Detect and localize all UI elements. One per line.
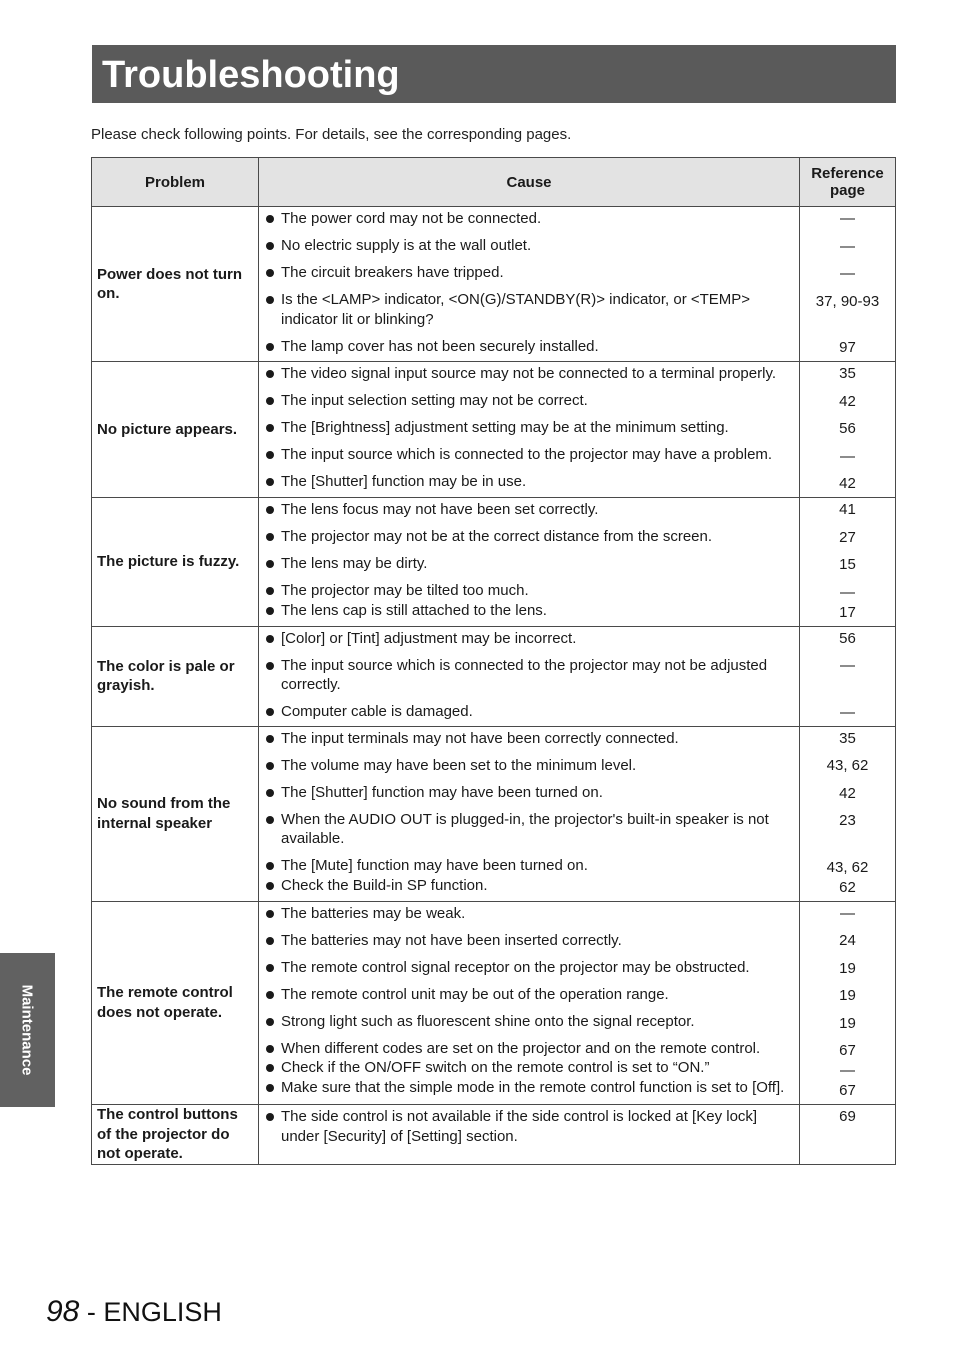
cause-item [259, 209, 799, 229]
cause-text: The lamp cover has not been securely installed. [281, 337, 599, 355]
bullet-icon [266, 735, 274, 743]
cause-item [259, 1058, 799, 1078]
reference-page: 62 [839, 878, 856, 896]
bullet-icon [266, 397, 274, 405]
row-spacer [800, 951, 895, 959]
table-row [92, 1105, 896, 1165]
cause-item [259, 445, 799, 465]
reference-page: 15 [839, 556, 856, 573]
reference-page: — [840, 265, 855, 282]
row-spacer [259, 520, 799, 528]
reference-page: 67 [839, 1082, 856, 1099]
cause-cell [259, 207, 800, 362]
cause-item [259, 958, 799, 978]
cause-text: The projector may be tilted too much. [281, 582, 529, 599]
title-bar [92, 45, 896, 103]
reference-page: — [840, 904, 855, 922]
bullet-icon [266, 215, 274, 223]
row-spacer [259, 648, 799, 656]
problem-cell: The control buttons of the projector do not operate. [92, 1105, 259, 1165]
table-row [92, 362, 896, 498]
table-header-row [92, 158, 896, 207]
cause-text: The input source which is connected to the projector may have a problem. [281, 446, 773, 463]
row-spacer [259, 748, 799, 756]
bullet-icon [266, 451, 274, 459]
cause-cell [259, 626, 800, 726]
bullet-icon [266, 242, 274, 250]
table-row [92, 626, 896, 726]
bullet-icon [266, 662, 274, 670]
reference-page: 69 [839, 1108, 856, 1125]
reference-page: 41 [839, 501, 856, 518]
cause-text: Computer cable is damaged. [281, 703, 473, 720]
footer-separator: - [79, 1297, 104, 1327]
cause-item [259, 1078, 799, 1098]
reference-page: 42 [839, 392, 856, 410]
reference-page: — [840, 583, 855, 601]
row-spacer [800, 575, 895, 583]
row-spacer [800, 331, 895, 339]
bullet-icon [266, 1064, 274, 1072]
cause-item [259, 290, 799, 329]
cause-cell [259, 362, 800, 498]
row-spacer [259, 950, 799, 958]
row-spacer [800, 1034, 895, 1042]
row-spacer [800, 1006, 895, 1014]
row-spacer [800, 284, 895, 292]
cause-item [259, 1012, 799, 1032]
reference-cell [800, 726, 896, 901]
reference-page: 43, 62 [826, 757, 869, 774]
problem-cell: The color is pale or grayish. [92, 626, 259, 726]
cause-item [259, 904, 799, 924]
page-title: Troubleshooting [102, 54, 400, 96]
reference-page: 42 [839, 475, 856, 492]
reference-page: 17 [839, 603, 856, 621]
bullet-icon [266, 635, 274, 643]
cause-text: Strong light such as fluorescent shine onto the signal receptor. [281, 1012, 695, 1030]
row-spacer [259, 1004, 799, 1012]
row-spacer [259, 1031, 799, 1039]
cause-text: When the AUDIO OUT is plugged-in, the projector's built-in speaker is not available. [281, 810, 769, 847]
reference-page: 19 [839, 1014, 856, 1032]
cause-text: No electric supply is at the wall outlet. [281, 237, 532, 254]
row-spacer [259, 775, 799, 783]
reference-cell [800, 626, 896, 726]
cause-item [259, 581, 799, 601]
reference-cell [800, 901, 896, 1105]
reference-page: 35 [839, 729, 856, 747]
row-spacer [259, 923, 799, 931]
reference-page: 43, 62 [826, 858, 869, 876]
cause-text: The side control is not available if the side control is locked at [Key lock] under [Security] of [Setting] section. [281, 1108, 758, 1145]
side-tab-label: Maintenance [18, 984, 36, 1076]
row-spacer [800, 804, 895, 812]
cause-text: Check if the ON/OFF switch on the remote control is set to “ON.” [281, 1059, 710, 1076]
cause-text: The batteries may not have been inserted correctly. [281, 931, 622, 949]
row-spacer [259, 465, 799, 473]
bullet-icon [266, 910, 274, 918]
bullet-icon [266, 269, 274, 277]
reference-page: 19 [839, 987, 856, 1004]
row-spacer [800, 467, 895, 475]
side-tab-maintenance [0, 953, 55, 1107]
bullet-icon [266, 1084, 274, 1092]
row-spacer [800, 257, 895, 265]
bullet-icon [266, 587, 274, 595]
cause-item [259, 629, 799, 649]
bullet-icon [266, 607, 274, 615]
row-spacer [259, 411, 799, 419]
bullet-icon [266, 424, 274, 432]
row-spacer [800, 548, 895, 556]
cause-cell [259, 901, 800, 1105]
cause-item [259, 527, 799, 547]
cause-cell [259, 498, 800, 627]
reference-cell [800, 362, 896, 498]
row-spacer [259, 802, 799, 810]
reference-page: — [840, 447, 855, 465]
row-spacer [800, 412, 895, 420]
bullet-icon [266, 1113, 274, 1121]
problem-cell: No sound from the internal speaker [92, 726, 259, 901]
cause-text: The [Shutter] function may be in use. [281, 473, 527, 490]
cause-item [259, 337, 799, 357]
row-spacer [259, 229, 799, 237]
bullet-icon [266, 882, 274, 890]
cause-text: The input source which is connected to the projector may not be adjusted correctly. [281, 656, 768, 693]
reference-cell [800, 207, 896, 362]
bullet-icon [266, 478, 274, 486]
cause-text: The projector may not be at the correct distance from the screen. [281, 528, 713, 545]
cause-item [259, 554, 799, 574]
cause-cell [259, 726, 800, 901]
bullet-icon [266, 937, 274, 945]
reference-cell [800, 1105, 896, 1165]
row-spacer [259, 329, 799, 337]
row-spacer [259, 283, 799, 291]
troubleshooting-table [91, 157, 896, 1165]
reference-page: — [840, 210, 855, 227]
bullet-icon [266, 762, 274, 770]
cause-item [259, 856, 799, 876]
reference-page: 56 [839, 629, 856, 647]
cause-text: The lens may be dirty. [281, 555, 428, 572]
reference-page: 56 [839, 420, 856, 437]
bullet-icon [266, 991, 274, 999]
cause-item [259, 702, 799, 722]
cause-text: The remote control signal receptor on the projector may be obstructed. [281, 958, 750, 976]
cause-item [259, 472, 799, 492]
footer-language: ENGLISH [103, 1297, 222, 1327]
cause-item [259, 931, 799, 951]
cause-item [259, 1107, 799, 1146]
reference-page: 97 [839, 339, 856, 356]
row-spacer [800, 924, 895, 932]
reference-page: 42 [839, 784, 856, 802]
problem-cell: The remote control does not operate. [92, 901, 259, 1105]
row-spacer [800, 439, 895, 447]
problem-cell: The picture is fuzzy. [92, 498, 259, 627]
reference-cell [800, 498, 896, 627]
page-footer [46, 1295, 222, 1329]
row-spacer [800, 520, 895, 528]
reference-page: 23 [839, 812, 856, 829]
bullet-icon [266, 343, 274, 351]
cause-text: The lens cap is still attached to the lens. [281, 601, 547, 619]
bullet-icon [266, 370, 274, 378]
reference-page: 37, 90-93 [815, 292, 880, 310]
cause-item [259, 656, 799, 695]
row-spacer [259, 547, 799, 555]
cause-item [259, 236, 799, 256]
cause-text: The remote control unit may be out of the operation range. [281, 985, 669, 1003]
bullet-icon [266, 506, 274, 514]
cause-text: The [Mute] function may have been turned on. [281, 857, 588, 874]
bullet-icon [266, 533, 274, 541]
cause-item [259, 729, 799, 749]
reference-page: — [840, 237, 855, 255]
cause-text: Check the Build-in SP function. [281, 876, 488, 894]
cause-item [259, 263, 799, 283]
row-spacer [800, 229, 895, 237]
reference-page: 19 [839, 959, 856, 977]
cause-text: The power cord may not be connected. [281, 210, 542, 227]
table-row [92, 901, 896, 1105]
cause-item [259, 418, 799, 438]
row-spacer [259, 256, 799, 264]
cause-text: The volume may have been set to the minimum level. [281, 756, 637, 774]
cause-text: [Color] or [Tint] adjustment may be incorrect. [281, 629, 577, 647]
row-spacer [259, 574, 799, 582]
cause-cell [259, 1105, 800, 1165]
reference-page: — [840, 703, 855, 721]
cause-text: When different codes are set on the projector and on the remote control. [281, 1039, 761, 1057]
table-row [92, 726, 896, 901]
row-spacer [259, 849, 799, 857]
row-spacer [259, 438, 799, 446]
reference-page: 35 [839, 365, 856, 382]
reference-page: — [840, 1062, 855, 1079]
reference-page: — [840, 657, 855, 674]
table-row [92, 207, 896, 362]
bullet-icon [266, 816, 274, 824]
row-spacer [259, 384, 799, 392]
cause-text: The input selection setting may not be correct. [281, 392, 588, 409]
bullet-icon [266, 964, 274, 972]
cause-item [259, 364, 799, 384]
cause-item [259, 783, 799, 803]
row-spacer [800, 850, 895, 858]
table-body [92, 207, 896, 1165]
cause-text: The video signal input source may not be connected to a terminal properly. [281, 365, 776, 382]
bullet-icon [266, 708, 274, 716]
problem-cell: No picture appears. [92, 362, 259, 498]
header-reference-page: Reference page [800, 158, 896, 207]
reference-page: 24 [839, 932, 856, 949]
cause-item [259, 1039, 799, 1059]
intro-text: Please check following points. For details, see the corresponding pages. [91, 126, 572, 143]
reference-page: 27 [839, 528, 856, 546]
header-cause: Cause [259, 158, 800, 207]
row-spacer [800, 979, 895, 987]
row-spacer [800, 384, 895, 392]
page-number: 98 [46, 1295, 80, 1328]
cause-item [259, 756, 799, 776]
row-spacer [800, 749, 895, 757]
cause-text: Make sure that the simple mode in the remote control function is set to [Off]. [281, 1078, 785, 1096]
cause-item [259, 391, 799, 411]
bullet-icon [266, 862, 274, 870]
cause-text: The [Brightness] adjustment setting may be at the minimum setting. [281, 419, 729, 436]
bullet-icon [266, 1045, 274, 1053]
row-spacer [259, 695, 799, 703]
table-row [92, 498, 896, 627]
cause-text: The [Shutter] function may have been turned on. [281, 783, 603, 801]
cause-item [259, 985, 799, 1005]
cause-text: The circuit breakers have tripped. [281, 264, 504, 281]
header-problem: Problem [92, 158, 259, 207]
problem-cell: Power does not turn on. [92, 207, 259, 362]
bullet-icon [266, 296, 274, 304]
cause-item [259, 601, 799, 621]
bullet-icon [266, 560, 274, 568]
cause-item [259, 500, 799, 520]
cause-item [259, 876, 799, 896]
row-spacer [800, 649, 895, 657]
row-spacer [259, 977, 799, 985]
row-spacer [800, 776, 895, 784]
bullet-icon [266, 1018, 274, 1026]
row-spacer [800, 695, 895, 703]
cause-text: The input terminals may not have been correctly connected. [281, 729, 679, 747]
cause-text: The batteries may be weak. [281, 904, 466, 922]
cause-text: Is the <LAMP> indicator, <ON(G)/STANDBY(R)> indicator, or <TEMP> indicator lit or blinking? [281, 291, 751, 328]
bullet-icon [266, 789, 274, 797]
cause-item [259, 810, 799, 849]
cause-text: The lens focus may not have been set correctly. [281, 501, 599, 518]
reference-page: 67 [839, 1042, 856, 1059]
